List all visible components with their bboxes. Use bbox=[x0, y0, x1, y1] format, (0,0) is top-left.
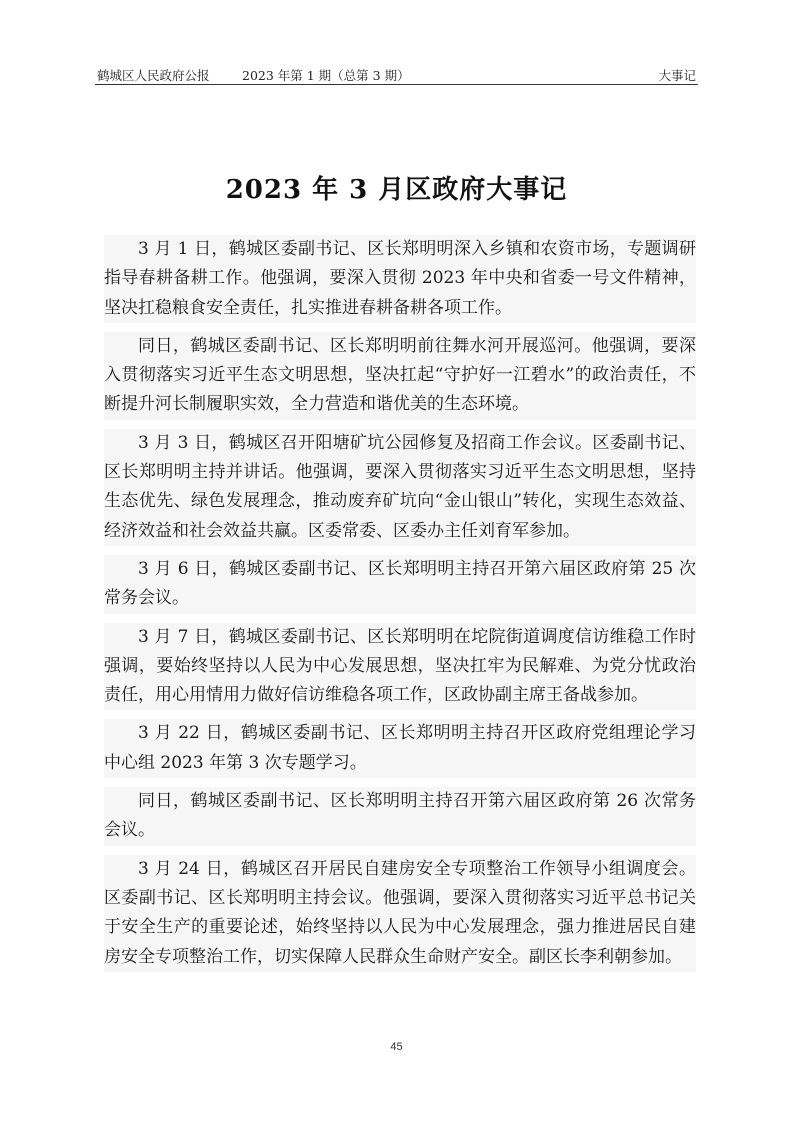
header-divider bbox=[95, 84, 698, 85]
chronicle-entry: 3 月 6 日，鹤城区委副书记、区长郑明明主持召开第六届区政府第 25 次常务会议。 bbox=[104, 555, 696, 614]
page-title: 2023 年 3 月区政府大事记 bbox=[225, 175, 568, 206]
chronicle-entry: 同日，鹤城区委副书记、区长郑明明前往舞水河开展巡河。他强调，要深入贯彻落实习近平生态文明思想，坚决扛起“守护好一江碧水”的政治责任，不断提升河长制履职实效，全力营造和谐优美的生态环境。 bbox=[104, 332, 696, 420]
chronicle-entry: 3 月 24 日，鹤城区召开居民自建房安全专项整治工作领导小组调度会。区委副书记、区长郑明明主持会议。他强调，要深入贯彻落实习近平总书记关于安全生产的重要论述，始终坚持以人民为中心发展理念，强力推进居民自建房安全专项整治工作，切实保障人民群众生命财产安全。副区长李利朝参加。 bbox=[104, 855, 696, 972]
chronicle-entry: 同日，鹤城区委副书记、区长郑明明主持召开第六届区政府第 26 次常务会议。 bbox=[104, 787, 696, 846]
chronicle-entry: 3 月 7 日，鹤城区委副书记、区长郑明明在坨院街道调度信访维稳工作时强调，要始终坚持以人民为中心发展思想，坚决扛牢为民解难、为党分忧政治责任，用心用情用力做好信访维稳各项工作，区政协副主席王备战参加。 bbox=[104, 623, 696, 711]
header-publication-name: 鹤城区人民政府公报 bbox=[97, 68, 210, 83]
page-header bbox=[97, 66, 696, 84]
page-number: 45 bbox=[390, 1041, 403, 1053]
chronicle-entry: 3 月 3 日，鹤城区召开阳塘矿坑公园修复及招商工作会议。区委副书记、区长郑明明主持并讲话。他强调，要深入贯彻落实习近平生态文明思想，坚持生态优先、绿色发展理念，推动废弃矿坑向“金山银山”转化，实现生态效益、经济效益和社会效益共赢。区委常委、区委办主任刘育军参加。 bbox=[104, 429, 696, 546]
header-issue-number: 2023 年第 1 期（总第 3 期） bbox=[242, 68, 410, 83]
chronicle-entry: 3 月 1 日，鹤城区委副书记、区长郑明明深入乡镇和农资市场，专题调研指导春耕备耕工作。他强调，要深入贯彻 2023 年中央和省委一号文件精神，坚决扛稳粮食安全责任，扎实推进春耕备耕各项工作。 bbox=[104, 235, 696, 323]
header-section-name: 大事记 bbox=[658, 68, 696, 83]
chronicle-entry: 3 月 22 日，鹤城区委副书记、区长郑明明主持召开区政府党组理论学习中心组 2023 年第 3 次专题学习。 bbox=[104, 719, 696, 778]
chronicle-body bbox=[104, 235, 696, 981]
